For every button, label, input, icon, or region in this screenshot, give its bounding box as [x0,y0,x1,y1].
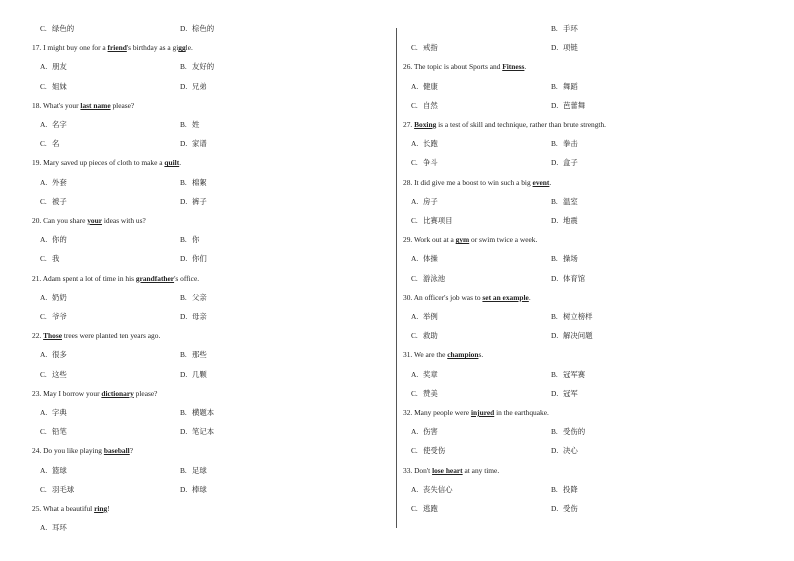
answer-option[interactable] [551,216,578,226]
option-letter: B. [180,62,187,72]
option-letter: C. [40,24,47,33]
option-text: 裤子 [192,196,207,206]
option-text: 房子 [423,196,438,206]
option-text: 舞蹈 [563,81,578,91]
option-letter: D. [551,273,559,283]
option-letter: B. [551,139,558,149]
question-text [403,120,606,130]
option-text: 体操 [423,254,438,264]
answer-option[interactable] [551,504,578,514]
answer-option[interactable] [180,82,207,92]
question-text [32,331,160,341]
option-text: 丧失信心 [423,484,453,494]
option-letter: D. [180,196,188,206]
option-letter: C. [40,484,47,494]
option-letter: A. [40,465,48,475]
option-letter: C. [40,427,47,437]
option-text: 绿色的 [52,24,75,33]
question-fragment: Mary saved up pieces of cloth to make a [43,158,165,168]
answer-option[interactable] [411,331,438,341]
question-fragment: Work out at a [413,235,456,245]
answer-option[interactable] [551,139,578,149]
option-text: 笔记本 [192,427,215,437]
question-text [403,466,499,476]
answer-option[interactable] [180,120,199,130]
answer-option[interactable] [551,158,578,168]
answer-option[interactable] [40,370,67,380]
option-text: 受伤 [563,504,578,513]
option-text: 救助 [423,331,438,341]
answer-option[interactable] [40,24,74,34]
option-letter: C. [40,139,47,149]
answer-option[interactable] [551,389,578,399]
answer-option[interactable] [180,312,207,322]
underlined-keyword: your [87,216,103,225]
option-text: 操场 [563,254,578,264]
answer-option[interactable] [40,62,67,72]
question-fragment: in the earthquake. [494,408,549,417]
question-fragment: An officer's job was to [413,292,483,302]
answer-option[interactable] [40,235,67,245]
answer-option[interactable] [411,389,438,399]
option-text: 冠军赛 [563,369,586,379]
underlined-keyword: friend [107,43,127,53]
underlined-keyword: Boxing [414,120,437,129]
answer-option[interactable] [411,485,453,495]
question-number: 21. [32,273,43,283]
option-text: 树立榜样 [563,312,593,321]
answer-option[interactable] [180,408,214,418]
option-text: 篮球 [52,465,67,475]
answer-option[interactable] [40,82,67,92]
question-fragment: 's office. [174,273,200,283]
answer-option[interactable] [551,101,585,111]
option-text: 逃跑 [423,504,438,513]
option-text: 比赛项目 [423,216,453,225]
answer-option[interactable] [180,254,207,264]
option-letter: D. [551,216,559,225]
option-letter: C. [411,446,418,456]
question-text [403,293,531,303]
answer-option[interactable] [180,62,214,72]
answer-option[interactable] [180,139,207,149]
question-fragment: We are the [413,350,448,360]
question-fragment: trees were planted ten years ago. [62,331,161,341]
option-letter: D. [551,331,559,341]
answer-option[interactable] [40,427,67,437]
question-fragment: . [179,158,182,168]
answer-option[interactable] [40,197,67,207]
question-number: 27. [403,120,415,129]
answer-option[interactable] [180,370,207,380]
underlined-keyword: grandfather [135,273,175,283]
answer-option[interactable] [180,235,199,245]
question-text [403,408,549,418]
answer-option[interactable] [411,139,438,149]
option-letter: B. [180,235,187,245]
answer-option[interactable] [40,350,67,360]
question-number: 30. [403,292,414,302]
option-text: 地震 [563,216,578,225]
option-text: 你 [192,235,200,245]
option-text: 拳击 [563,139,578,149]
question-text [32,43,193,53]
option-text: 游泳池 [423,273,446,283]
option-letter: C. [411,388,418,398]
option-letter: D. [180,312,188,321]
question-number: 32. [403,408,415,417]
answer-option[interactable] [411,43,438,53]
answer-option[interactable] [411,82,438,92]
underlined-keyword: gym [455,235,470,245]
option-letter: B. [551,196,558,206]
question-fragment: s. [478,350,484,360]
option-text: 你们 [192,254,207,264]
answer-option[interactable] [411,446,445,456]
option-letter: B. [180,465,187,475]
option-letter: C. [40,196,47,206]
answer-option[interactable] [180,427,214,437]
option-letter: A. [40,292,48,302]
option-text: 自然 [423,100,438,110]
question-fragment: . [524,62,527,72]
answer-option[interactable] [180,293,207,303]
answer-option[interactable] [40,312,67,322]
question-number: 17. [32,43,44,53]
question-number: 28. [403,177,415,187]
option-letter: C. [411,331,418,341]
question-number: 19. [32,158,44,168]
option-letter: D. [551,446,559,456]
option-text: 爷爷 [52,312,67,321]
answer-option[interactable] [180,197,207,207]
answer-option[interactable] [180,350,207,360]
option-letter: D. [551,100,559,110]
option-text: 羽毛球 [52,484,75,494]
option-letter: B. [551,484,558,494]
question-fragment: ? [129,446,134,456]
question-fragment: at any time. [462,465,500,475]
underlined-keyword: injured [470,408,495,417]
option-letter: C. [40,81,47,91]
option-letter: B. [180,120,187,129]
option-letter: C. [411,273,418,283]
answer-option[interactable] [551,24,578,34]
underlined-keyword: dictionary [101,388,134,398]
option-letter: D. [180,427,188,437]
question-number: 20. [32,216,44,225]
option-letter: A. [411,254,419,264]
option-text: 手环 [563,24,578,33]
question-number: 22. [32,331,44,341]
answer-option[interactable] [40,120,67,130]
answer-option[interactable] [411,504,438,514]
option-text: 体育馆 [563,273,586,283]
option-letter: B. [551,369,558,379]
option-text: 横题本 [192,408,215,417]
option-letter: B. [180,292,187,302]
question-fragment: . [528,292,531,302]
option-letter: C. [411,216,418,225]
answer-option[interactable] [40,408,67,418]
answer-option[interactable] [40,485,74,495]
question-fragment: Don't [414,465,433,475]
option-text: 盒子 [563,158,578,168]
question-number: 25. [32,504,43,513]
option-letter: A. [40,120,48,129]
option-letter: A. [411,369,419,379]
question-number: 29. [403,235,414,245]
underlined-keyword: quilt [164,158,180,168]
question-fragment: Do you like playing [43,446,104,456]
option-letter: A. [40,408,48,417]
underlined-keyword: baseball [103,446,130,456]
option-letter: A. [411,427,419,437]
option-text: 伤害 [423,427,438,437]
option-text: 解决问题 [563,331,593,341]
option-text: 争斗 [423,158,438,168]
answer-option[interactable] [40,523,67,533]
option-text: 父亲 [192,292,207,302]
question-text [403,235,537,245]
option-text: 奖章 [423,369,438,379]
answer-option[interactable] [40,466,67,476]
option-text: 举例 [423,312,438,321]
option-text: 受伤的 [563,427,586,437]
answer-option[interactable] [411,370,438,380]
option-letter: D. [180,139,188,149]
underlined-keyword: gg [178,43,186,53]
option-text: 棕色的 [192,24,215,33]
option-letter: B. [180,177,187,187]
option-letter: B. [551,254,558,264]
option-text: 被子 [52,196,67,206]
answer-option[interactable] [411,274,445,284]
question-fragment: le. [185,43,193,53]
question-number: 31. [403,350,414,360]
option-letter: A. [411,312,419,321]
answer-option[interactable] [411,312,438,322]
option-letter: A. [411,196,419,206]
option-letter: A. [40,350,48,360]
option-text: 棉絮 [192,177,207,187]
answer-option[interactable] [551,197,578,207]
answer-option[interactable] [180,485,207,495]
option-letter: C. [411,43,418,53]
option-text: 芭蕾舞 [563,100,586,110]
option-text: 名 [52,139,60,149]
option-letter: B. [551,81,558,91]
question-text [32,504,110,514]
question-fragment: . [549,177,552,187]
question-number: 26. [403,62,414,72]
question-text [32,274,199,284]
answer-option[interactable] [551,427,585,437]
option-text: 你的 [52,235,67,245]
option-letter: A. [40,177,48,187]
option-letter: D. [180,369,188,379]
option-text: 那些 [192,350,207,360]
underlined-keyword: set an example [482,292,529,302]
answer-option[interactable] [411,216,453,226]
option-letter: C. [411,504,418,513]
underlined-keyword: ring [94,504,108,513]
option-text: 我 [52,254,60,264]
option-letter: D. [551,504,559,513]
question-fragment: The topic is about Sports and [413,62,503,72]
answer-option[interactable] [411,427,438,437]
answer-option[interactable] [551,254,578,264]
option-text: 朋友 [52,62,67,72]
option-letter: C. [40,254,47,264]
option-letter: C. [40,312,47,321]
option-text: 很多 [52,350,67,360]
option-text: 几颗 [192,369,207,379]
underlined-keyword: Those [43,331,62,341]
question-fragment: What a beautiful [42,504,95,513]
answer-option[interactable] [180,466,207,476]
question-text [32,158,181,168]
question-number: 24. [32,446,44,456]
underlined-keyword: champion [447,350,479,360]
option-letter: B. [180,350,187,360]
question-fragment: please? [133,388,158,398]
option-text: 友好的 [192,62,215,72]
option-letter: D. [551,43,559,53]
question-fragment: It did give me a boost to win such a big [414,177,533,187]
option-text: 棒球 [192,484,207,494]
question-fragment: ! [107,504,110,513]
option-text: 冠军 [563,388,578,398]
question-fragment: Can you share [43,216,88,225]
underlined-keyword: lose heart [432,465,463,475]
option-letter: B. [551,312,558,321]
option-letter: A. [40,523,48,533]
option-letter: A. [40,235,48,245]
question-number: 23. [32,388,44,398]
answer-option[interactable] [551,312,593,322]
option-text: 姐妹 [52,81,67,91]
option-text: 家谱 [192,139,207,149]
column-divider [396,28,397,528]
option-letter: D. [180,484,188,494]
question-fragment: What's your [42,100,81,110]
option-text: 赞美 [423,388,438,398]
question-text [32,216,146,226]
option-text: 耳环 [52,523,67,533]
option-text: 名字 [52,120,67,129]
question-text [403,178,551,188]
option-letter: A. [40,62,48,72]
answer-option[interactable] [551,370,585,380]
answer-option[interactable] [411,254,438,264]
question-fragment: is a test of skill and technique, rather than brute strength. [436,120,607,129]
underlined-keyword: Fitness [502,62,525,72]
question-text [32,101,134,111]
question-text [403,350,483,360]
question-fragment: May I borrow your [43,388,102,398]
underlined-keyword: event [532,177,550,187]
option-text: 健康 [423,81,438,91]
option-letter: B. [180,408,187,417]
option-text: 足球 [192,465,207,475]
answer-option[interactable] [551,446,578,456]
question-fragment: Many people were [414,408,471,417]
question-text [32,389,157,399]
option-letter: D. [551,158,559,168]
option-text: 外套 [52,177,67,187]
option-letter: B. [551,24,558,33]
option-text: 兄弟 [192,81,207,91]
option-text: 投降 [563,484,578,494]
option-letter: D. [551,388,559,398]
option-text: 铅笔 [52,427,67,437]
question-number: 18. [32,100,43,110]
question-number: 33. [403,465,415,475]
option-text: 字典 [52,408,67,417]
option-letter: B. [551,427,558,437]
answer-option[interactable] [551,82,578,92]
option-letter: D. [180,254,188,264]
option-text: 戒指 [423,43,438,53]
answer-option[interactable] [551,331,593,341]
answer-option[interactable] [551,274,585,284]
answer-option[interactable] [40,254,59,264]
answer-option[interactable] [411,197,438,207]
answer-option[interactable] [40,293,67,303]
question-fragment: 's birthday as a gi [126,43,179,53]
option-text: 温室 [563,196,578,206]
option-letter: A. [411,139,419,149]
option-letter: A. [411,81,419,91]
option-letter: C. [411,158,418,168]
answer-option[interactable] [180,178,207,188]
question-fragment: ideas with us? [102,216,146,225]
option-text: 长跑 [423,139,438,149]
answer-option[interactable] [551,485,578,495]
option-text: 使受伤 [423,446,446,456]
question-fragment: I might buy one for a [43,43,108,53]
answer-option[interactable] [40,178,67,188]
option-letter: D. [180,81,188,91]
option-text: 奶奶 [52,292,67,302]
answer-option[interactable] [180,24,214,34]
option-text: 项链 [563,43,578,53]
question-text [32,446,133,456]
option-text: 这些 [52,369,67,379]
option-letter: C. [40,369,47,379]
option-text: 姓 [192,120,200,129]
underlined-keyword: last name [80,100,111,110]
option-letter: D. [180,24,188,33]
answer-option[interactable] [411,158,438,168]
answer-option[interactable] [551,43,578,53]
question-text [403,62,526,72]
question-fragment: Adam spent a lot of time in his [42,273,136,283]
option-text: 决心 [563,446,578,456]
option-letter: A. [411,484,419,494]
answer-option[interactable] [411,101,438,111]
answer-option[interactable] [40,139,59,149]
option-text: 母亲 [192,312,207,321]
question-fragment: please? [110,100,135,110]
option-letter: C. [411,100,418,110]
question-fragment: or swim twice a week. [469,235,538,245]
